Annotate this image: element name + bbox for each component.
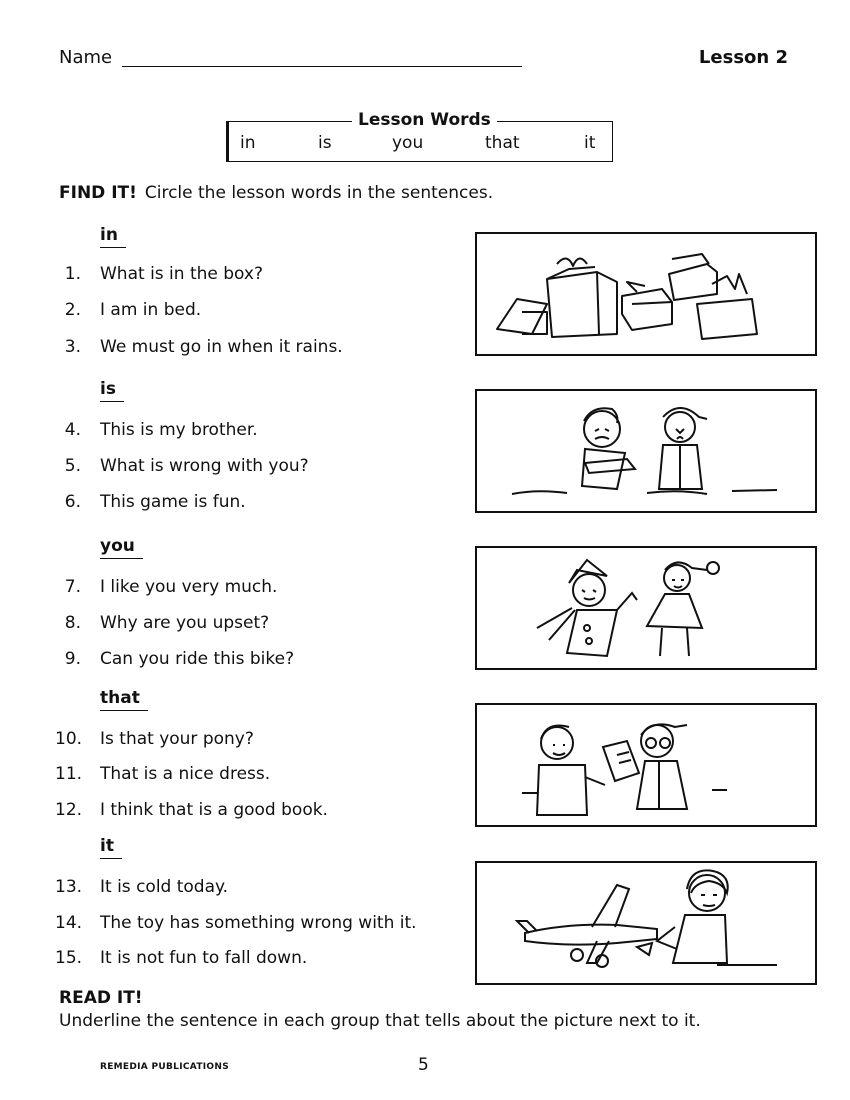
item-number: 11. xyxy=(55,764,83,784)
group-heading-you: you xyxy=(100,536,143,559)
group-heading-in: in xyxy=(100,225,126,248)
sentence[interactable]: What is wrong with you? xyxy=(100,456,309,476)
page-number: 5 xyxy=(418,1055,429,1075)
item-number: 9. xyxy=(64,649,81,669)
find-it-instruction xyxy=(59,183,493,203)
sentence[interactable]: It is cold today. xyxy=(100,877,229,897)
item-number: 6. xyxy=(64,492,81,512)
lesson-word: in xyxy=(240,133,256,153)
name-line[interactable] xyxy=(122,66,522,67)
item-number: 1. xyxy=(64,264,81,284)
item-number: 15. xyxy=(55,948,83,968)
picture-book-kids xyxy=(475,703,817,827)
picture-winter-kids xyxy=(475,546,817,670)
item-number: 7. xyxy=(64,577,81,597)
sentence[interactable]: The toy has something wrong with it. xyxy=(100,913,417,933)
group-heading-it: it xyxy=(100,836,122,859)
sentence[interactable]: Is that your pony? xyxy=(100,729,254,749)
item-number: 2. xyxy=(64,300,81,320)
read-it-instruction: Underline the sentence in each group that tells about the picture next to it. xyxy=(59,1011,701,1031)
sentence[interactable]: Why are you upset? xyxy=(100,613,270,633)
item-number: 3. xyxy=(64,337,81,357)
picture-toy-plane xyxy=(475,861,817,985)
publisher-name: REMEDIA PUBLICATIONS xyxy=(100,1062,229,1072)
lesson-number: Lesson 2 xyxy=(698,47,788,68)
sentence[interactable]: I think that is a good book. xyxy=(100,800,328,820)
sentence[interactable]: I like you very much. xyxy=(100,577,278,597)
item-number: 8. xyxy=(64,613,81,633)
sentence[interactable]: It is not fun to fall down. xyxy=(100,948,308,968)
sentence[interactable]: I am in bed. xyxy=(100,300,202,320)
picture-two-boys xyxy=(475,389,817,513)
sentence[interactable]: What is in the box? xyxy=(100,264,264,284)
lesson-words-title: Lesson Words xyxy=(352,110,497,130)
sentence[interactable]: We must go in when it rains. xyxy=(100,337,343,357)
item-number: 12. xyxy=(55,800,83,820)
find-it-label: FIND IT! xyxy=(59,183,137,203)
read-it-label: READ IT! xyxy=(59,988,143,1008)
group-heading-that: that xyxy=(100,688,148,711)
name-label: Name xyxy=(59,47,113,68)
item-number: 13. xyxy=(55,877,83,897)
item-number: 4. xyxy=(64,420,81,440)
sentence[interactable]: This game is fun. xyxy=(100,492,246,512)
picture-gift-boxes xyxy=(475,232,817,356)
sentence[interactable]: This is my brother. xyxy=(100,420,258,440)
lesson-word: you xyxy=(392,133,424,153)
sentence[interactable]: Can you ride this bike? xyxy=(100,649,295,669)
lesson-word: is xyxy=(318,133,332,153)
group-heading-is: is xyxy=(100,379,124,402)
item-number: 5. xyxy=(64,456,81,476)
item-number: 14. xyxy=(55,913,83,933)
lesson-word: that xyxy=(485,133,520,153)
item-number: 10. xyxy=(55,729,83,749)
sentence[interactable]: That is a nice dress. xyxy=(100,764,271,784)
find-it-text: Circle the lesson words in the sentences. xyxy=(144,183,494,203)
lesson-word: it xyxy=(584,133,596,153)
